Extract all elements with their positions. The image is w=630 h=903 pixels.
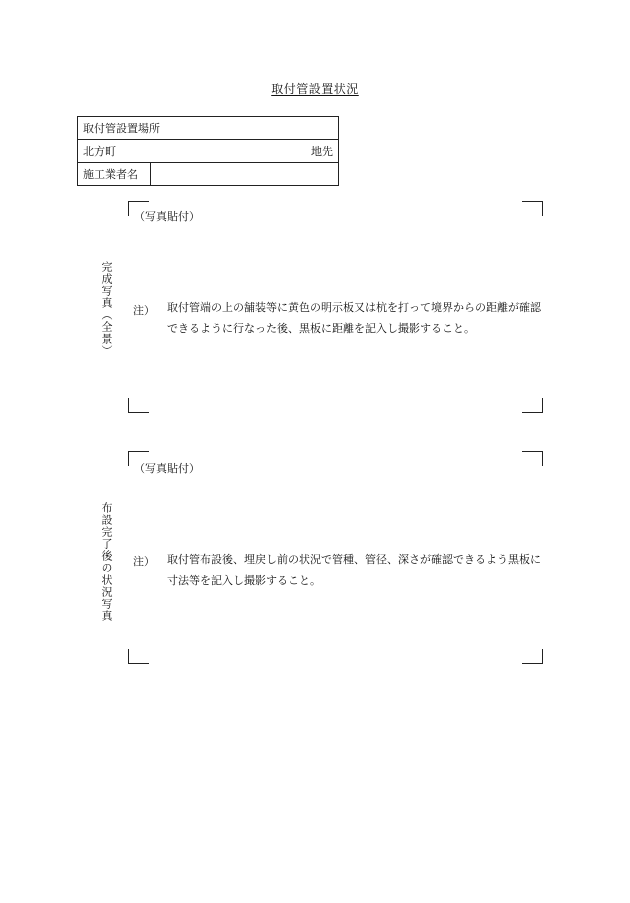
document-title xyxy=(0,80,630,97)
location-suffix: 地先 xyxy=(311,145,333,158)
info-row-location xyxy=(78,140,339,163)
photo-frame-corner xyxy=(522,649,543,664)
note-text: 取付管端の上の舗装等に黄色の明示板又は杭を打って境界からの距離が確認できるように行なった後、黒板に距離を記入し撮影すること。 xyxy=(167,301,541,335)
location-town: 北方町 xyxy=(83,145,116,158)
note-text: 取付管布設後、埋戻し前の状況で管種、管径、深さが確認できるよう黒板に寸法等を記入し撮影すること。 xyxy=(167,553,541,587)
photo-frame-corner xyxy=(128,649,149,664)
photo-frame-corner xyxy=(128,398,149,413)
photo-paste-label: （写真貼付） xyxy=(134,462,200,475)
info-row-location-label xyxy=(78,117,339,140)
document-title-text: 取付管設置状況 xyxy=(271,82,359,96)
location-cell[interactable] xyxy=(78,140,339,163)
photo-frame-corner xyxy=(522,201,543,216)
note-mark: 注） xyxy=(133,555,155,568)
info-table xyxy=(77,116,339,186)
photo-frame-corner xyxy=(522,398,543,413)
contractor-value[interactable] xyxy=(151,163,339,186)
photo-side-label: 完成写真（全景） xyxy=(100,261,113,357)
photo-side-label: 布設完了後の状況写真 xyxy=(100,502,113,622)
photo-paste-label: （写真貼付） xyxy=(134,210,200,223)
info-row-contractor xyxy=(78,163,339,186)
photo-frame-corner xyxy=(522,451,543,466)
location-label: 取付管設置場所 xyxy=(78,117,339,140)
note-mark: 注） xyxy=(133,304,155,317)
contractor-label: 施工業者名 xyxy=(78,163,151,186)
